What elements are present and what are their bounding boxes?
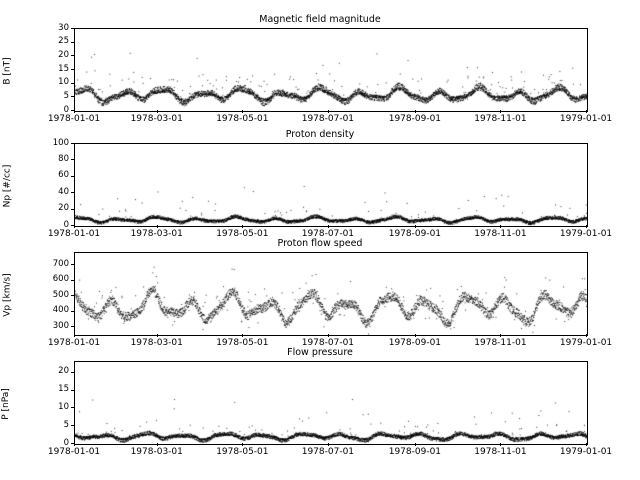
x-tick-label: 1978-03-01 [130, 338, 183, 348]
y-tick-label: 40 [58, 186, 69, 197]
y-tick-mark [71, 28, 74, 29]
x-tick-mark [242, 334, 243, 337]
y-tick-label: 15 [58, 63, 69, 74]
x-tick-label: 1978-11-01 [474, 114, 527, 124]
y-tick-mark [71, 42, 74, 43]
x-tick-label: 1978-07-01 [301, 229, 355, 239]
y-tick-mark [71, 192, 74, 193]
x-tick-label: 1978-03-01 [130, 114, 183, 124]
x-tick-mark [586, 334, 587, 337]
panel-title: Proton flow speed [277, 238, 363, 249]
y-axis-label: P [nPa] [0, 388, 11, 420]
y-tick-mark [71, 143, 74, 144]
data-scatter [75, 253, 587, 335]
x-tick-label: 1978-09-01 [388, 338, 442, 348]
y-tick-label: 20 [58, 49, 69, 60]
x-tick-label: 1978-09-01 [388, 229, 442, 239]
x-tick-mark [242, 110, 243, 113]
x-tick-mark [500, 334, 501, 337]
x-tick-mark [415, 225, 416, 228]
y-axis-label: B [nT] [2, 57, 13, 85]
x-tick-label: 1978-05-01 [216, 447, 269, 457]
y-tick-label: 5 [63, 90, 69, 101]
y-tick-label: 20 [58, 366, 69, 377]
y-tick-label: 25 [58, 36, 69, 47]
y-tick-mark [71, 295, 74, 296]
x-tick-label: 1978-03-01 [130, 229, 183, 239]
panel-title: Flow pressure [287, 347, 353, 358]
y-tick-mark [71, 390, 74, 391]
x-tick-label: 1978-07-01 [301, 114, 355, 124]
x-tick-label: 1979-01-01 [559, 338, 613, 348]
data-scatter [75, 144, 587, 226]
x-tick-mark [157, 443, 158, 446]
y-tick-label: 0 [63, 104, 69, 115]
y-tick-label: 80 [58, 153, 69, 164]
x-tick-mark [157, 110, 158, 113]
x-tick-mark [415, 110, 416, 113]
plot-area [74, 143, 588, 227]
x-tick-mark [242, 225, 243, 228]
y-tick-mark [71, 159, 74, 160]
x-tick-label: 1978-05-01 [216, 229, 269, 239]
x-tick-mark [328, 110, 329, 113]
y-tick-label: 10 [58, 77, 69, 88]
panel-title: Magnetic field magnitude [259, 14, 381, 25]
y-tick-mark [71, 69, 74, 70]
x-tick-mark [157, 334, 158, 337]
y-axis-label: Np [#/cc] [2, 164, 13, 208]
y-tick-mark [71, 55, 74, 56]
panel-title: Proton density [285, 129, 355, 140]
plot-area [74, 28, 588, 112]
x-tick-label: 1978-07-01 [301, 338, 355, 348]
x-tick-mark [242, 443, 243, 446]
x-tick-label: 1978-09-01 [388, 114, 442, 124]
x-tick-mark [328, 334, 329, 337]
y-tick-mark [71, 280, 74, 281]
y-tick-mark [71, 176, 74, 177]
x-tick-mark [500, 110, 501, 113]
x-tick-mark [500, 443, 501, 446]
x-tick-label: 1978-11-01 [474, 229, 527, 239]
x-tick-label: 1978-01-01 [47, 229, 101, 239]
x-tick-mark [586, 110, 587, 113]
y-tick-label: 60 [58, 170, 69, 181]
y-tick-label: 300 [52, 320, 69, 331]
y-tick-label: 30 [58, 22, 69, 33]
y-tick-label: 400 [52, 305, 69, 316]
y-tick-label: 0 [63, 437, 69, 448]
x-tick-label: 1978-05-01 [216, 114, 269, 124]
x-tick-label: 1979-01-01 [559, 229, 613, 239]
y-tick-mark [71, 311, 74, 312]
y-tick-mark [71, 83, 74, 84]
y-tick-label: 100 [52, 137, 69, 148]
y-tick-label: 700 [52, 258, 69, 269]
y-axis-label: Vp [km/s] [2, 273, 13, 317]
x-tick-label: 1978-07-01 [301, 447, 355, 457]
plot-area [74, 361, 588, 445]
y-tick-label: 600 [52, 274, 69, 285]
y-tick-mark [71, 264, 74, 265]
y-tick-mark [71, 407, 74, 408]
x-tick-mark [74, 110, 75, 113]
x-tick-mark [157, 225, 158, 228]
x-tick-label: 1978-09-01 [388, 447, 442, 457]
x-tick-mark [500, 225, 501, 228]
x-tick-label: 1978-05-01 [216, 338, 269, 348]
x-tick-label: 1978-01-01 [47, 114, 101, 124]
y-tick-label: 20 [58, 203, 69, 214]
y-tick-mark [71, 372, 74, 373]
x-tick-label: 1979-01-01 [559, 447, 613, 457]
x-tick-mark [74, 225, 75, 228]
y-tick-mark [71, 326, 74, 327]
y-tick-label: 500 [52, 289, 69, 300]
x-tick-label: 1979-01-01 [559, 114, 613, 124]
plot-area [74, 252, 588, 336]
x-tick-label: 1978-03-01 [130, 447, 183, 457]
x-tick-label: 1978-11-01 [474, 447, 527, 457]
y-tick-label: 5 [63, 419, 69, 430]
x-tick-mark [415, 443, 416, 446]
x-tick-label: 1978-01-01 [47, 338, 101, 348]
y-tick-label: 10 [58, 401, 69, 412]
x-tick-mark [74, 443, 75, 446]
x-tick-mark [586, 225, 587, 228]
x-tick-mark [586, 443, 587, 446]
x-tick-mark [328, 443, 329, 446]
x-tick-mark [328, 225, 329, 228]
y-tick-mark [71, 96, 74, 97]
data-scatter [75, 29, 587, 111]
x-tick-label: 1978-11-01 [474, 338, 527, 348]
x-tick-mark [415, 334, 416, 337]
y-tick-mark [71, 209, 74, 210]
x-tick-mark [74, 334, 75, 337]
y-tick-label: 0 [63, 219, 69, 230]
data-scatter [75, 362, 587, 444]
x-tick-label: 1978-01-01 [47, 447, 101, 457]
y-tick-label: 15 [58, 384, 69, 395]
y-tick-mark [71, 425, 74, 426]
